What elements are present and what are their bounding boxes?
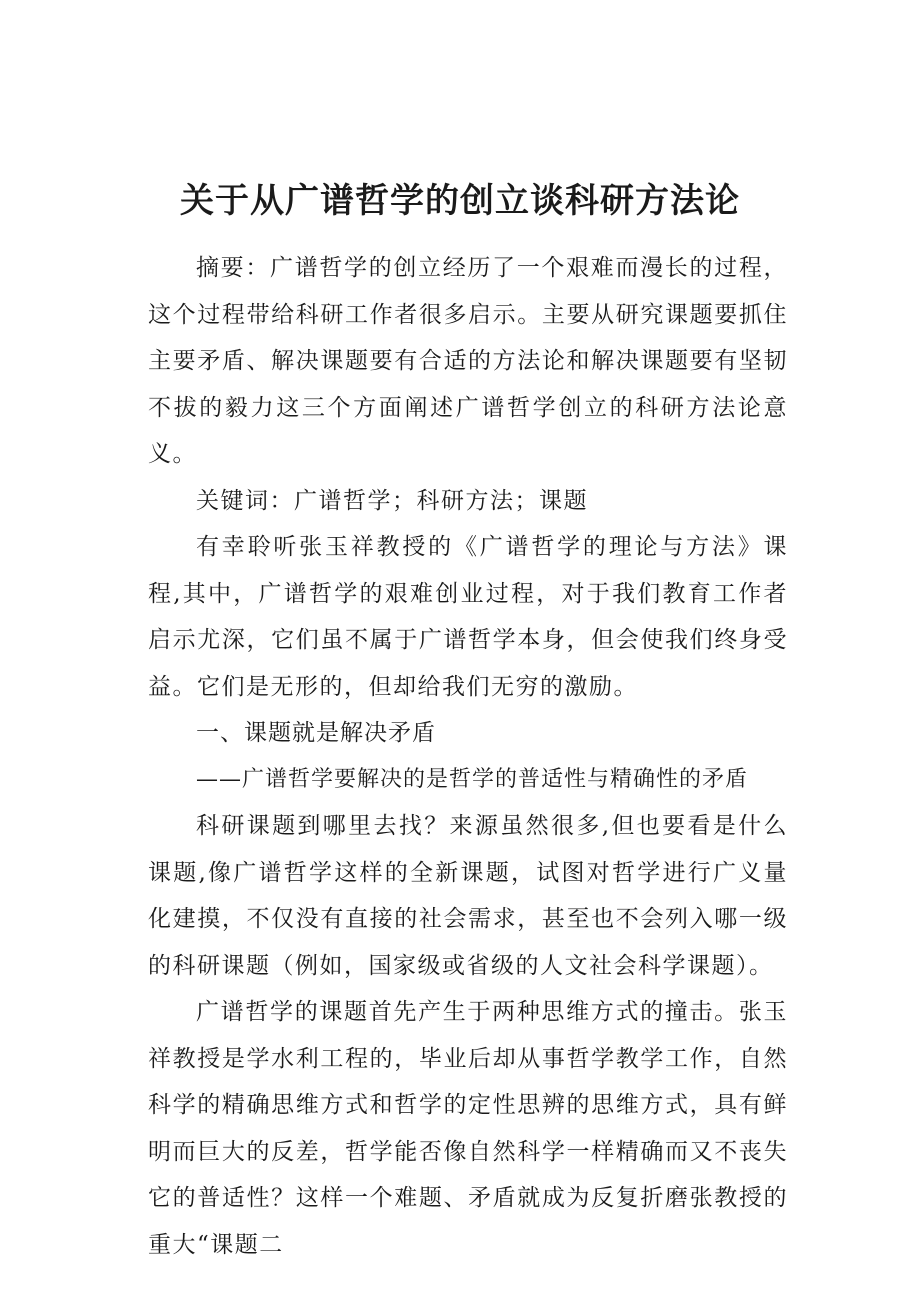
section-paragraph-2: 广谱哲学的课题首先产生于两种思维方式的撞击。张玉祥教授是学水利工程的，毕业后却从事哲学教学工作，自然科学的精确思维方式和哲学的定性思辨的思维方式，具有鲜明而巨大的反差，哲学能否像自然科学一样精确而又不丧失它的普适性？这样一个难题、矛盾就成为反复折磨张教授的重大“课题二 bbox=[148, 999, 788, 1258]
intro-paragraph: 有幸聆听张玉祥教授的《广谱哲学的理论与方法》课程,其中，广谱哲学的艰难创业过程，对于我们教育工作者启示尤深，它们虽不属于广谱哲学本身，但会使我们终身受益。它们是无形的，但却给我们无穷的激励。 bbox=[148, 534, 788, 700]
document-title: 关于从广谱哲学的创立谈科研方法论 bbox=[180, 180, 740, 221]
section-heading: 一、课题就是解决矛盾 bbox=[196, 720, 436, 746]
keywords-paragraph: 关键词：广谱哲学；科研方法；课题 bbox=[196, 487, 588, 514]
section-paragraph-1: 科研课题到哪里去找？来源虽然很多,但也要看是什么课题,像广谱哲学这样的全新课题，试图对哲学进行广义量化建摸，不仅没有直接的社会需求，甚至也不会列入哪一级的科研课题（例如，国家级或省级的人文社会科学课题）。 bbox=[148, 813, 788, 979]
abstract-paragraph: 摘要：广谱哲学的创立经历了一个艰难而漫长的过程，这个过程带给科研工作者很多启示。主要从研究课题要抓住主要矛盾、解决课题要有合适的方法论和解决课题要有坚韧不拔的毅力这三个方面阐述广谱哲学创立的科研方法论意义。 bbox=[148, 255, 788, 467]
section-subheading: ——广谱哲学要解决的是哲学的普适性与精确性的矛盾 bbox=[196, 766, 749, 792]
document-body bbox=[148, 245, 788, 1268]
